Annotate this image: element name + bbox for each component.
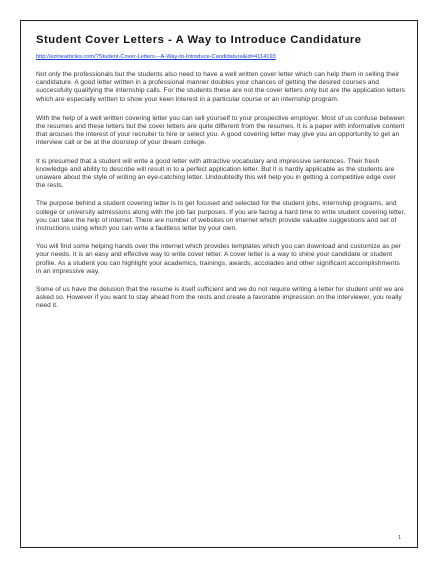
- paragraph-5: You will find some helping hands over the internet which provides templates which you can download and customize as per your needs. It is an easy and effective way to write cover letter. A cover letter is a way to shine your candidate or student profile. As a student you can highlight your academics, trainings, awards, accolades and other significant accomplishments in an impressive way.: [36, 243, 401, 275]
- source-link[interactable]: http://ezinearticles.com/?Student-Cover-Letters---A-Way-to-Introduce-Candidature&id=4114193: [36, 54, 276, 60]
- page-number: 1: [398, 535, 401, 541]
- paragraph-4: The purpose behind a student covering letter is to get focused and selected for the student jobs, internship programs, and college or university admissions along with the job fair purposes. If you are facing a hard time to write student covering letter, you can take the help of internet. There are number of websites on internet which provide valuable suggestions and set of instructions using which you can write a faultless letter by your own.: [36, 200, 406, 233]
- paragraph-3: It is presumed that a student will write a good letter with attractive vocabulary and impressive sentences. Their fresh knowledge and ability to describe will result in to a perfect application letter. But it is hardly applicable as the students are unaware about the style of writing an eye-catching letter. Undoubtedly this will help you in getting a competitive edge over the rests.: [36, 157, 396, 190]
- paragraph-6: Some of us have the delusion that the resume is itself sufficient and we do not require writing a letter for student until we are asked so. However if you want to stay ahead from the rests and create a favorable impression on the interviewer, you really need it.: [36, 286, 404, 310]
- document-page: [20, 20, 418, 548]
- page-title: Student Cover Letters - A Way to Introduce Candidature: [36, 34, 362, 46]
- document-content: [36, 34, 406, 311]
- paragraph-2: With the help of a well written covering letter you can sell yourself to your prospective employer. Most of us confuse between the resumes and these letters but the cover letters are quite different from the resumes. It is a paper with informative content that arouses the interest of your recruiter to hire or select you. A good covering letter may give you an opportunity to get an interview call or be at the doorstep of your dream college.: [36, 114, 405, 147]
- paragraph-1: Not only the professionals but the students also need to have a well written cover letter which can help them in selling their candidature. A good letter written in a professional manner doubles your chances of getting the desired courses and successfully qualifying the internship calls. For the students these are not the cover letters only but are the application letters which are especially written to show your keen interest in a particular course or an internship program.: [36, 71, 406, 103]
